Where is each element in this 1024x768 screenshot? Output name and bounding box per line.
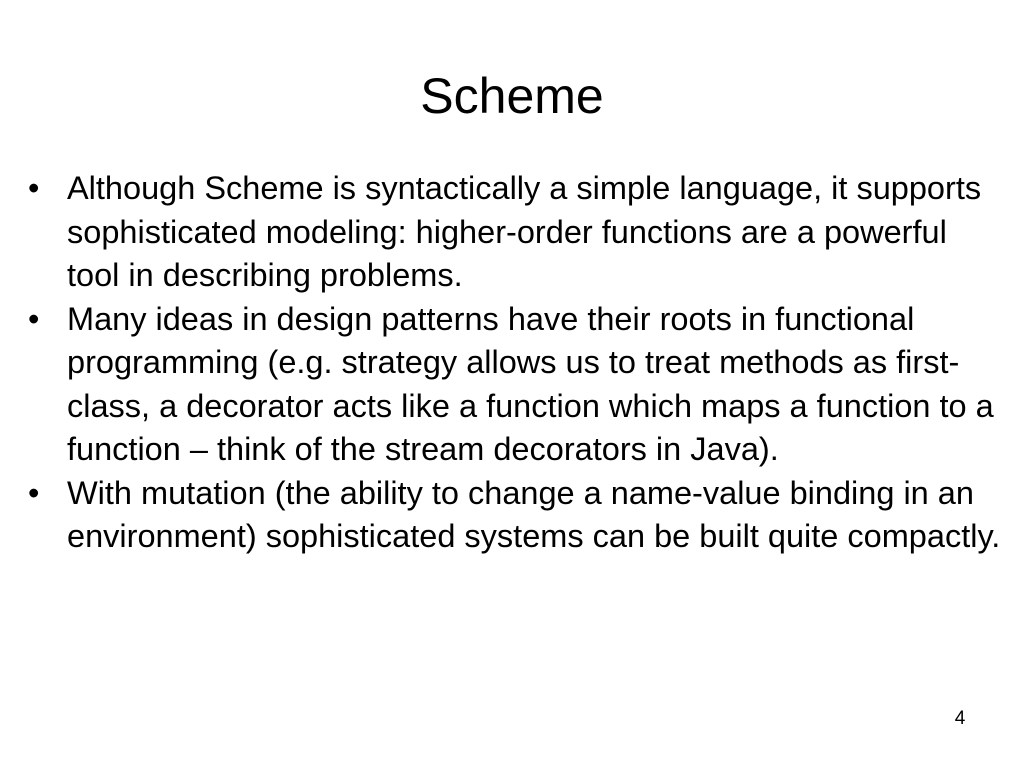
bullet-text: Although Scheme is syntactically a simple language, it supports sophisticated modeling: higher-order functions are a powerful tool in describing problems. [67, 170, 982, 293]
bullet-marker: • [28, 300, 40, 337]
bullet-item [28, 167, 1003, 298]
bullet-marker: • [28, 170, 40, 206]
bullet-text: Many ideas in design patterns have their roots in functional programming (e.g. strategy allows us to treat methods as first-class, a decorator acts like a function which maps a function to a function – think of the stream decorators in Java). [67, 300, 994, 467]
bullet-item [28, 472, 1003, 559]
bullet-marker: • [28, 474, 40, 511]
slide-title: Scheme [420, 68, 604, 124]
bullet-item [28, 298, 1003, 472]
page-number: 4 [954, 708, 966, 729]
bullet-list [28, 167, 1003, 559]
bullet-text: With mutation (the ability to change a name-value binding in an environment) sophisticated systems can be built quite compactly. [67, 474, 1001, 554]
